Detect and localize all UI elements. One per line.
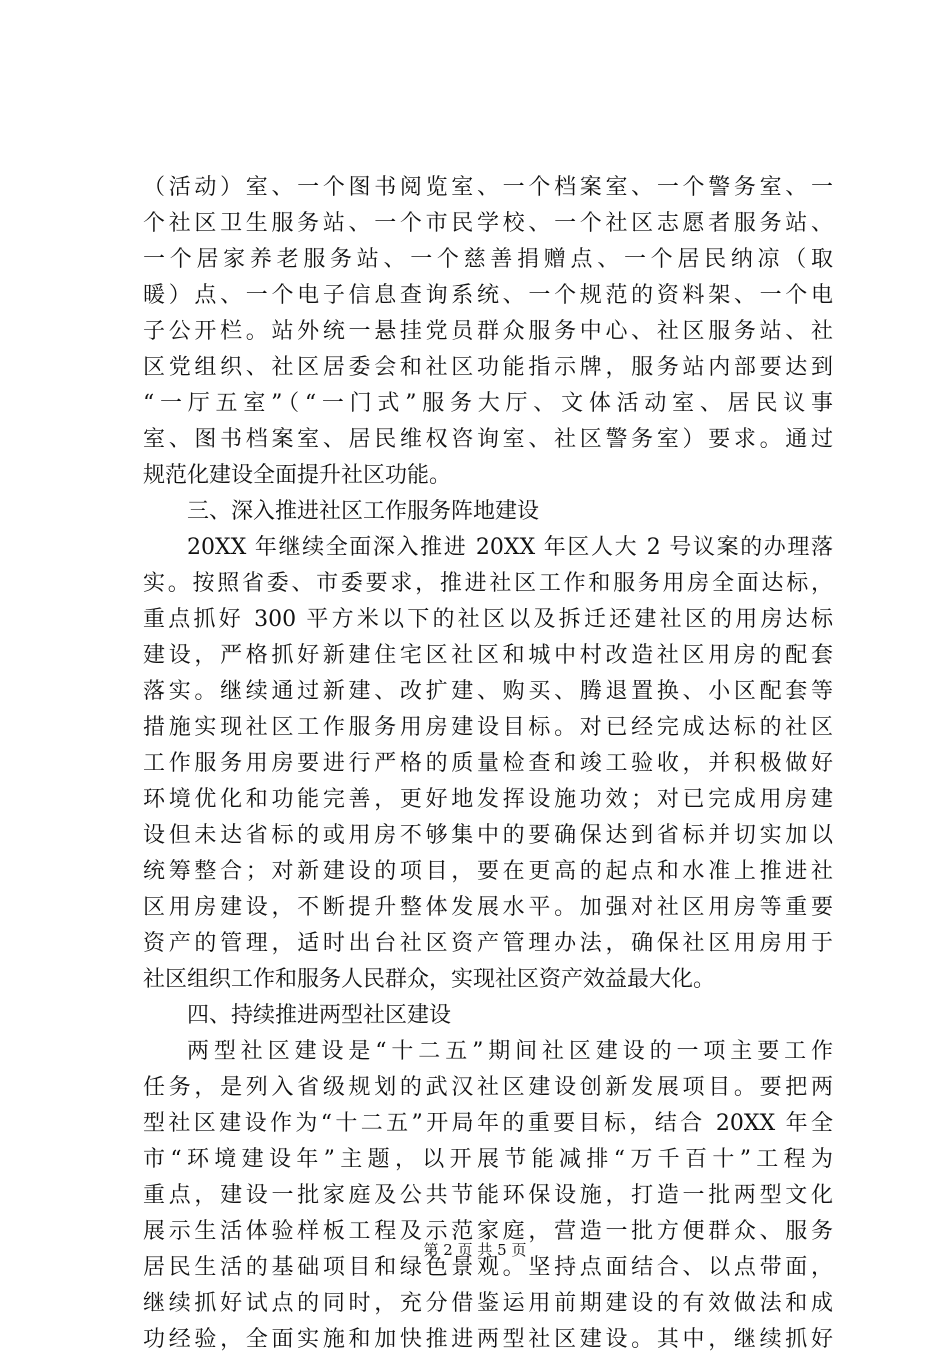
- text-line: 展示生活体验样板工程及示范家庭，营造一批方便群众、服务: [143, 1219, 833, 1244]
- text-line: 工作服务用房要进行严格的质量检查和竣工验收，并积极做好: [143, 751, 833, 776]
- text-line: 两型社区建设是“十二五”期间社区建设的一项主要工作: [187, 1039, 833, 1064]
- text-line: 规范化建设全面提升社区功能。: [143, 463, 452, 488]
- text-line: 区用房建设，不断提升整体发展水平。加强对社区用房等重要: [143, 895, 833, 920]
- text-line: 室、图书档案室、居民维权咨询室、社区警务室）要求。通过: [143, 427, 833, 452]
- text-line: 个社区卫生服务站、一个市民学校、一个社区志愿者服务站、: [143, 211, 833, 236]
- text-line: 子公开栏。站外统一悬挂党员群众服务中心、社区服务站、社: [143, 319, 833, 344]
- text-line: 环境优化和功能完善，更好地发挥设施功效；对已完成用房建: [143, 787, 833, 812]
- text-line: （活动）室、一个图书阅览室、一个档案室、一个警务室、一: [143, 175, 833, 200]
- text-line: 区党组织、社区居委会和社区功能指示牌，服务站内部要达到: [143, 355, 833, 380]
- section-heading-3: 三、深入推进社区工作服务阵地建设: [187, 499, 540, 524]
- text-line: 任务，是列入省级规划的武汉社区建设创新发展项目。要把两: [143, 1075, 833, 1100]
- text-line: “一厅五室”（“一门式”服务大厅、文体活动室、居民议事: [143, 391, 833, 416]
- text-line: 20XX 年继续全面深入推进 20XX 年区人大 2 号议案的办理落: [187, 535, 833, 560]
- text-line: 资产的管理，适时出台社区资产管理办法，确保社区用房用于: [143, 931, 833, 956]
- page-number-footer: 第 2 页 共 5 页: [423, 1241, 527, 1259]
- text-line: 一个居家养老服务站、一个慈善捐赠点、一个居民纳凉（取: [143, 247, 833, 272]
- text-line: 设但未达省标的或用房不够集中的要确保达到省标并切实加以: [143, 823, 833, 848]
- text-line: 建设，严格抓好新建住宅区社区和城中村改造社区用房的配套: [143, 643, 833, 668]
- text-line: 社区组织工作和服务人民群众，实现社区资产效益最大化。: [143, 967, 716, 992]
- text-line: 统筹整合；对新建设的项目，要在更高的起点和水准上推进社: [143, 859, 833, 884]
- text-line: 居民生活的基础项目和绿色景观。坚持点面结合、以点带面，: [143, 1255, 833, 1280]
- text-line: 实。按照省委、市委要求，推进社区工作和服务用房全面达标，: [143, 571, 833, 596]
- text-line: 功经验，全面实施和加快推进两型社区建设。其中，继续抓好: [143, 1327, 833, 1352]
- text-line: 重点抓好 300 平方米以下的社区以及拆迁还建社区的用房达标: [143, 607, 833, 632]
- text-line: 落实。继续通过新建、改扩建、购买、腾退置换、小区配套等: [143, 679, 833, 704]
- text-line: 重点，建设一批家庭及公共节能环保设施，打造一批两型文化: [143, 1183, 833, 1208]
- section-heading-4: 四、持续推进两型社区建设: [187, 1003, 452, 1028]
- text-line: 继续抓好试点的同时，充分借鉴运用前期建设的有效做法和成: [143, 1291, 833, 1316]
- text-line: 暖）点、一个电子信息查询系统、一个规范的资料架、一个电: [143, 283, 833, 308]
- text-line: 型社区建设作为“十二五”开局年的重要目标，结合 20XX 年全: [143, 1111, 833, 1136]
- text-line: 市“环境建设年”主题，以开展节能减排“万千百十”工程为: [143, 1147, 833, 1172]
- text-line: 措施实现社区工作服务用房建设目标。对已经完成达标的社区: [143, 715, 833, 740]
